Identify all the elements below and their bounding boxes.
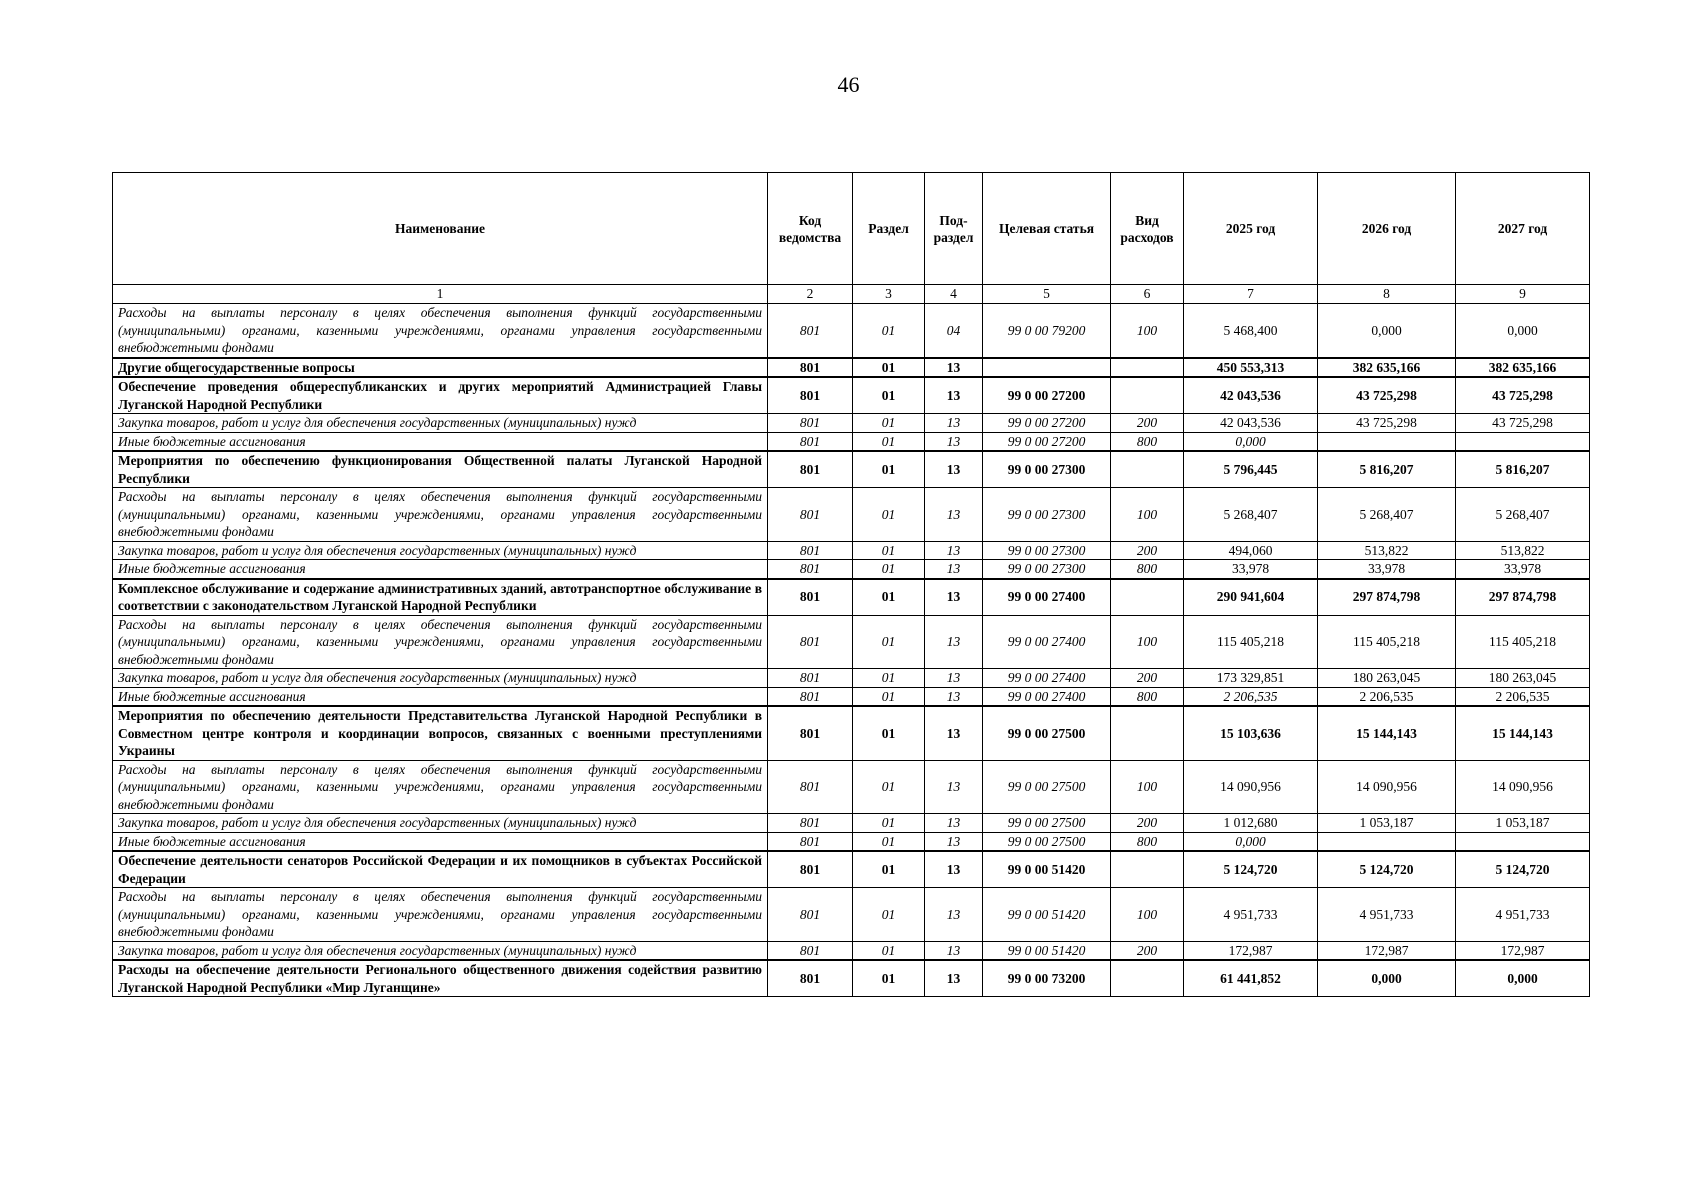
column-number: 6 (1111, 285, 1184, 304)
row-statya: 99 0 00 27500 (983, 706, 1111, 760)
row-vid (1111, 377, 1184, 414)
row-podrazdel: 13 (925, 941, 983, 960)
row-podrazdel: 13 (925, 615, 983, 669)
row-vid (1111, 960, 1184, 997)
table-row-main (113, 579, 1590, 616)
row-podrazdel: 13 (925, 669, 983, 688)
row-vid: 800 (1111, 432, 1184, 451)
table-row (113, 832, 1590, 851)
column-number: 7 (1184, 285, 1318, 304)
row-ved: 801 (768, 615, 853, 669)
row-vid (1111, 451, 1184, 488)
row-name: Расходы на выплаты персоналу в целях обеспечения выполнения функций государственными (муниципальными) органами, казенными учреждениями, органами управления государственными внебюджетными фондами (113, 304, 768, 358)
row-vid: 800 (1111, 832, 1184, 851)
row-amount-2027: 14 090,956 (1456, 760, 1590, 814)
row-amount-2026 (1318, 832, 1456, 851)
row-vid: 200 (1111, 941, 1184, 960)
row-ved: 801 (768, 414, 853, 433)
table-row (113, 941, 1590, 960)
row-razdel: 01 (853, 832, 925, 851)
table-row (113, 814, 1590, 833)
header-2026: 2026 год (1318, 173, 1456, 285)
row-amount-2025: 290 941,604 (1184, 579, 1318, 616)
column-number: 2 (768, 285, 853, 304)
header-razdel: Раздел (853, 173, 925, 285)
row-amount-2027: 297 874,798 (1456, 579, 1590, 616)
row-razdel: 01 (853, 432, 925, 451)
row-podrazdel: 13 (925, 432, 983, 451)
row-ved: 801 (768, 451, 853, 488)
row-statya: 99 0 00 27400 (983, 687, 1111, 706)
row-amount-2026: 43 725,298 (1318, 414, 1456, 433)
row-vid: 100 (1111, 615, 1184, 669)
row-podrazdel: 13 (925, 451, 983, 488)
row-amount-2026: 115 405,218 (1318, 615, 1456, 669)
row-amount-2026: 15 144,143 (1318, 706, 1456, 760)
header-ved: Код ведомства (768, 173, 853, 285)
row-ved: 801 (768, 814, 853, 833)
row-statya (983, 358, 1111, 378)
row-razdel: 01 (853, 377, 925, 414)
row-amount-2025: 172,987 (1184, 941, 1318, 960)
row-razdel: 01 (853, 706, 925, 760)
row-razdel: 01 (853, 851, 925, 888)
table-row (113, 414, 1590, 433)
row-podrazdel: 13 (925, 488, 983, 542)
row-name: Иные бюджетные ассигнования (113, 560, 768, 579)
table-row-main (113, 706, 1590, 760)
row-statya: 99 0 00 27400 (983, 615, 1111, 669)
row-amount-2026: 513,822 (1318, 541, 1456, 560)
row-amount-2027: 5 268,407 (1456, 488, 1590, 542)
row-amount-2025: 450 553,313 (1184, 358, 1318, 378)
column-number: 1 (113, 285, 768, 304)
row-statya: 99 0 00 27400 (983, 669, 1111, 688)
row-statya: 99 0 00 27300 (983, 560, 1111, 579)
row-name: Закупка товаров, работ и услуг для обеспечения государственных (муниципальных) нужд (113, 414, 768, 433)
column-number: 3 (853, 285, 925, 304)
row-amount-2027: 0,000 (1456, 304, 1590, 358)
row-podrazdel: 13 (925, 560, 983, 579)
row-razdel: 01 (853, 488, 925, 542)
row-vid: 800 (1111, 687, 1184, 706)
row-name: Закупка товаров, работ и услуг для обеспечения государственных (муниципальных) нужд (113, 814, 768, 833)
row-podrazdel: 04 (925, 304, 983, 358)
header-2025: 2025 год (1184, 173, 1318, 285)
column-number: 4 (925, 285, 983, 304)
row-amount-2026: 2 206,535 (1318, 687, 1456, 706)
row-ved: 801 (768, 579, 853, 616)
row-razdel: 01 (853, 414, 925, 433)
row-statya: 99 0 00 27300 (983, 541, 1111, 560)
row-name: Иные бюджетные ассигнования (113, 832, 768, 851)
row-razdel: 01 (853, 615, 925, 669)
table-row-main (113, 451, 1590, 488)
row-amount-2026: 5 816,207 (1318, 451, 1456, 488)
row-amount-2025: 4 951,733 (1184, 888, 1318, 942)
row-statya: 99 0 00 51420 (983, 851, 1111, 888)
row-amount-2026: 382 635,166 (1318, 358, 1456, 378)
row-podrazdel: 13 (925, 760, 983, 814)
row-amount-2025: 42 043,536 (1184, 377, 1318, 414)
row-razdel: 01 (853, 669, 925, 688)
row-amount-2027 (1456, 832, 1590, 851)
row-amount-2025: 173 329,851 (1184, 669, 1318, 688)
row-razdel: 01 (853, 541, 925, 560)
row-podrazdel: 13 (925, 832, 983, 851)
row-name: Расходы на выплаты персоналу в целях обеспечения выполнения функций государственными (муниципальными) органами, казенными учреждениями, органами управления государственными внебюджетными фондами (113, 760, 768, 814)
row-statya: 99 0 00 27500 (983, 760, 1111, 814)
row-ved: 801 (768, 941, 853, 960)
row-amount-2025: 0,000 (1184, 832, 1318, 851)
table-row (113, 669, 1590, 688)
row-amount-2026 (1318, 432, 1456, 451)
row-podrazdel: 13 (925, 960, 983, 997)
row-amount-2025: 1 012,680 (1184, 814, 1318, 833)
row-razdel: 01 (853, 941, 925, 960)
row-amount-2027: 5 124,720 (1456, 851, 1590, 888)
row-amount-2026: 4 951,733 (1318, 888, 1456, 942)
row-amount-2026: 172,987 (1318, 941, 1456, 960)
row-vid (1111, 851, 1184, 888)
table-row (113, 888, 1590, 942)
row-ved: 801 (768, 304, 853, 358)
table-row (113, 615, 1590, 669)
row-name: Закупка товаров, работ и услуг для обеспечения государственных (муниципальных) нужд (113, 541, 768, 560)
row-amount-2027: 0,000 (1456, 960, 1590, 997)
row-amount-2027: 382 635,166 (1456, 358, 1590, 378)
row-statya: 99 0 00 27500 (983, 832, 1111, 851)
row-amount-2025: 33,978 (1184, 560, 1318, 579)
row-razdel: 01 (853, 960, 925, 997)
row-name: Закупка товаров, работ и услуг для обеспечения государственных (муниципальных) нужд (113, 941, 768, 960)
row-razdel: 01 (853, 304, 925, 358)
row-ved: 801 (768, 560, 853, 579)
row-ved: 801 (768, 760, 853, 814)
row-amount-2026: 5 268,407 (1318, 488, 1456, 542)
row-podrazdel: 13 (925, 358, 983, 378)
row-vid: 100 (1111, 304, 1184, 358)
row-statya: 99 0 00 51420 (983, 888, 1111, 942)
row-name: Расходы на выплаты персоналу в целях обеспечения выполнения функций государственными (муниципальными) органами, казенными учреждениями, органами управления государственными внебюджетными фондами (113, 888, 768, 942)
row-ved: 801 (768, 832, 853, 851)
row-statya: 99 0 00 79200 (983, 304, 1111, 358)
table-row (113, 488, 1590, 542)
table-row (113, 760, 1590, 814)
row-ved: 801 (768, 541, 853, 560)
row-amount-2025: 0,000 (1184, 432, 1318, 451)
row-amount-2027: 2 206,535 (1456, 687, 1590, 706)
row-amount-2026: 180 263,045 (1318, 669, 1456, 688)
row-vid (1111, 706, 1184, 760)
row-amount-2025: 115 405,218 (1184, 615, 1318, 669)
header-statya: Целевая статья (983, 173, 1111, 285)
header-2027: 2027 год (1456, 173, 1590, 285)
row-ved: 801 (768, 358, 853, 378)
row-amount-2027: 172,987 (1456, 941, 1590, 960)
row-amount-2025: 5 268,407 (1184, 488, 1318, 542)
column-number: 9 (1456, 285, 1590, 304)
row-statya: 99 0 00 27200 (983, 377, 1111, 414)
row-amount-2027: 180 263,045 (1456, 669, 1590, 688)
page-number: 46 (837, 72, 860, 97)
table-row-main (113, 358, 1590, 378)
column-number: 8 (1318, 285, 1456, 304)
row-amount-2025: 61 441,852 (1184, 960, 1318, 997)
row-amount-2027: 43 725,298 (1456, 377, 1590, 414)
row-vid (1111, 358, 1184, 378)
row-vid: 800 (1111, 560, 1184, 579)
row-statya: 99 0 00 27500 (983, 814, 1111, 833)
column-number: 5 (983, 285, 1111, 304)
row-ved: 801 (768, 377, 853, 414)
row-name: Мероприятия по обеспечению деятельности Представительства Луганской Народной Республики в Совместном центре контроля и координации вопросов, связанных с военными преступлениями Украины (113, 706, 768, 760)
row-razdel: 01 (853, 888, 925, 942)
row-vid (1111, 579, 1184, 616)
row-podrazdel: 13 (925, 377, 983, 414)
column-number-row (113, 285, 1590, 304)
row-razdel: 01 (853, 814, 925, 833)
row-name: Закупка товаров, работ и услуг для обеспечения государственных (муниципальных) нужд (113, 669, 768, 688)
row-amount-2025: 15 103,636 (1184, 706, 1318, 760)
header-row (113, 173, 1590, 285)
row-amount-2025: 2 206,535 (1184, 687, 1318, 706)
row-amount-2026: 33,978 (1318, 560, 1456, 579)
row-statya: 99 0 00 27200 (983, 432, 1111, 451)
table-row (113, 304, 1590, 358)
header-podrazdel: Под-раздел (925, 173, 983, 285)
row-name: Иные бюджетные ассигнования (113, 432, 768, 451)
table-row (113, 432, 1590, 451)
row-statya: 99 0 00 27200 (983, 414, 1111, 433)
row-razdel: 01 (853, 560, 925, 579)
table-row-main (113, 851, 1590, 888)
row-name: Обеспечение проведения общереспубликанских и других мероприятий Администрацией Главы Луганской Народной Республики (113, 377, 768, 414)
row-podrazdel: 13 (925, 687, 983, 706)
row-amount-2026: 43 725,298 (1318, 377, 1456, 414)
row-podrazdel: 13 (925, 579, 983, 616)
row-razdel: 01 (853, 760, 925, 814)
row-amount-2027 (1456, 432, 1590, 451)
row-razdel: 01 (853, 451, 925, 488)
row-podrazdel: 13 (925, 541, 983, 560)
row-ved: 801 (768, 960, 853, 997)
row-podrazdel: 13 (925, 851, 983, 888)
row-podrazdel: 13 (925, 814, 983, 833)
row-amount-2025: 42 043,536 (1184, 414, 1318, 433)
row-amount-2026: 0,000 (1318, 304, 1456, 358)
row-amount-2026: 1 053,187 (1318, 814, 1456, 833)
row-statya: 99 0 00 51420 (983, 941, 1111, 960)
row-name: Обеспечение деятельности сенаторов Российской Федерации и их помощников в субъектах Российской Федерации (113, 851, 768, 888)
table-row-main (113, 960, 1590, 997)
row-amount-2027: 4 951,733 (1456, 888, 1590, 942)
row-podrazdel: 13 (925, 414, 983, 433)
header-name: Наименование (113, 173, 768, 285)
row-name: Расходы на обеспечение деятельности Регионального общественного движения содействия развитию Луганской Народной Республики «Мир Луганщине» (113, 960, 768, 997)
table-row (113, 560, 1590, 579)
row-statya: 99 0 00 27300 (983, 451, 1111, 488)
row-razdel: 01 (853, 579, 925, 616)
row-name: Иные бюджетные ассигнования (113, 687, 768, 706)
row-ved: 801 (768, 851, 853, 888)
row-statya: 99 0 00 73200 (983, 960, 1111, 997)
table-row-main (113, 377, 1590, 414)
row-vid: 100 (1111, 760, 1184, 814)
table-row (113, 541, 1590, 560)
row-ved: 801 (768, 687, 853, 706)
row-razdel: 01 (853, 358, 925, 378)
row-amount-2027: 513,822 (1456, 541, 1590, 560)
row-amount-2027: 15 144,143 (1456, 706, 1590, 760)
row-statya: 99 0 00 27400 (983, 579, 1111, 616)
row-ved: 801 (768, 488, 853, 542)
row-ved: 801 (768, 888, 853, 942)
row-amount-2026: 5 124,720 (1318, 851, 1456, 888)
row-name: Комплексное обслуживание и содержание административных зданий, автотранспортное обслуживание в соответствии с законодательством Луганской Народной Республики (113, 579, 768, 616)
row-amount-2025: 494,060 (1184, 541, 1318, 560)
row-amount-2027: 33,978 (1456, 560, 1590, 579)
row-name: Мероприятия по обеспечению функционирования Общественной палаты Луганской Народной Республики (113, 451, 768, 488)
row-name: Другие общегосударственные вопросы (113, 358, 768, 378)
row-razdel: 01 (853, 687, 925, 706)
row-amount-2025: 5 796,445 (1184, 451, 1318, 488)
row-amount-2027: 115 405,218 (1456, 615, 1590, 669)
budget-table (112, 172, 1590, 997)
row-ved: 801 (768, 432, 853, 451)
row-amount-2027: 5 816,207 (1456, 451, 1590, 488)
row-vid: 200 (1111, 541, 1184, 560)
row-amount-2026: 14 090,956 (1318, 760, 1456, 814)
row-ved: 801 (768, 669, 853, 688)
row-podrazdel: 13 (925, 888, 983, 942)
row-podrazdel: 13 (925, 706, 983, 760)
row-vid: 200 (1111, 414, 1184, 433)
row-amount-2026: 297 874,798 (1318, 579, 1456, 616)
row-name: Расходы на выплаты персоналу в целях обеспечения выполнения функций государственными (муниципальными) органами, казенными учреждениями, органами управления государственными внебюджетными фондами (113, 488, 768, 542)
row-vid: 100 (1111, 888, 1184, 942)
row-statya: 99 0 00 27300 (983, 488, 1111, 542)
row-amount-2025: 5 124,720 (1184, 851, 1318, 888)
row-amount-2027: 43 725,298 (1456, 414, 1590, 433)
row-vid: 200 (1111, 814, 1184, 833)
row-amount-2027: 1 053,187 (1456, 814, 1590, 833)
row-name: Расходы на выплаты персоналу в целях обеспечения выполнения функций государственными (муниципальными) органами, казенными учреждениями, органами управления государственными внебюджетными фондами (113, 615, 768, 669)
row-amount-2025: 14 090,956 (1184, 760, 1318, 814)
row-vid: 200 (1111, 669, 1184, 688)
header-vid: Вид расходов (1111, 173, 1184, 285)
row-vid: 100 (1111, 488, 1184, 542)
row-ved: 801 (768, 706, 853, 760)
row-amount-2026: 0,000 (1318, 960, 1456, 997)
row-amount-2025: 5 468,400 (1184, 304, 1318, 358)
table-row (113, 687, 1590, 706)
